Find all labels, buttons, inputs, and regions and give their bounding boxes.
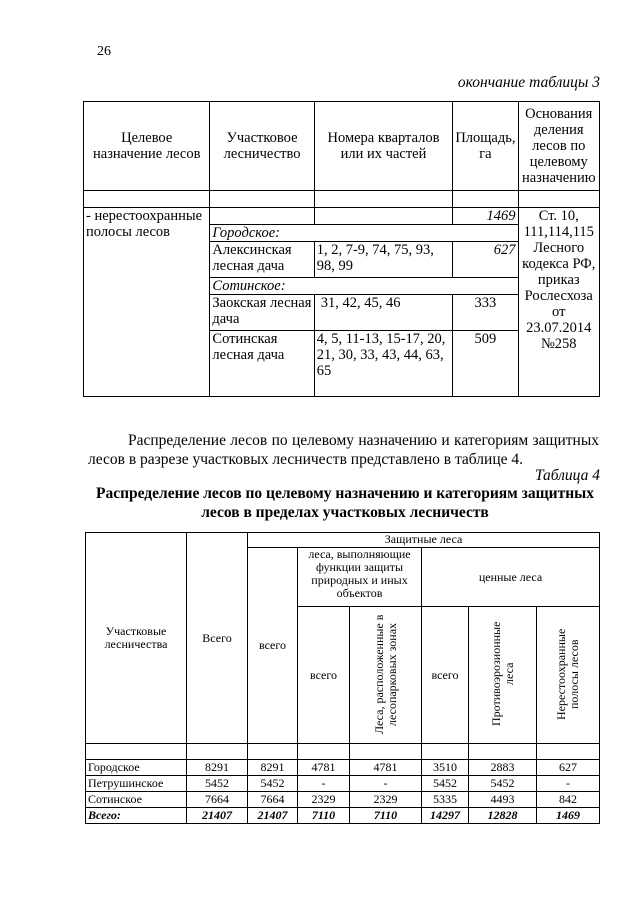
table4-caption: Таблица 4 bbox=[534, 467, 600, 484]
t4-cell: 5452 bbox=[248, 776, 298, 792]
t4-total-cell: 21407 bbox=[248, 808, 298, 824]
t4-cell: 5452 bbox=[422, 776, 469, 792]
t4-header-park bbox=[350, 607, 422, 744]
t4-header-antierosion-text: Противоэрозионные леса bbox=[488, 621, 516, 726]
table4-title: Распределение лесов по целевому назначению и категориям защитных лесов в пределах участковых лесничеств bbox=[95, 485, 594, 521]
t3-row-quarters: 4, 5, 11-13, 15-17, 20, 21, 30, 33, 43, 44, 63, 65 bbox=[314, 331, 453, 397]
body-paragraph: Распределение лесов по целевому назначению и категориям защитных лесов в разрезе участковых лесничеств представлено в таблице 4. bbox=[88, 432, 599, 468]
table-total-row bbox=[86, 808, 600, 824]
t4-header-protective: Защитные леса bbox=[248, 533, 600, 548]
t4-header-func-all: всего bbox=[298, 607, 350, 744]
t4-cell: 8291 bbox=[187, 760, 248, 776]
table-3 bbox=[83, 101, 600, 397]
page-number: 26 bbox=[97, 44, 111, 59]
t4-total-cell: 7110 bbox=[350, 808, 422, 824]
t4-header-valuable: ценные леса bbox=[422, 548, 600, 607]
t3-row-area: 333 bbox=[453, 295, 518, 331]
continuation-label: окончание таблицы 3 bbox=[457, 74, 600, 91]
t3-row-name: Алексинская лесная дача bbox=[210, 242, 314, 278]
t4-cell: Сотинское bbox=[86, 792, 187, 808]
t4-total-cell: 7110 bbox=[298, 808, 350, 824]
t3-header-area: Площадь, га bbox=[453, 102, 518, 191]
t4-cell: 4781 bbox=[298, 760, 350, 776]
t3-total-area: 1469 bbox=[453, 208, 518, 225]
t4-header-all: всего bbox=[248, 548, 298, 744]
t4-cell: Городское bbox=[86, 760, 187, 776]
t4-cell: - bbox=[537, 776, 600, 792]
t4-cell: 7664 bbox=[248, 792, 298, 808]
t3-row-name: Заокская лесная дача bbox=[210, 295, 314, 331]
t3-basis: Ст. 10, 111,114,115 Лесного кодекса РФ, приказ Рослесхоза от 23.07.2014 №258 bbox=[518, 208, 600, 397]
t4-header-district: Участковые лесничества bbox=[86, 533, 187, 744]
t3-district-gorodskoe: Городское: bbox=[210, 225, 518, 242]
t4-cell: - bbox=[298, 776, 350, 792]
t3-header-basis: Основания деления лесов по целевому назначению bbox=[518, 102, 600, 191]
t4-cell: 2329 bbox=[350, 792, 422, 808]
t4-cell: 7664 bbox=[187, 792, 248, 808]
table-row bbox=[86, 760, 600, 776]
table-row bbox=[86, 776, 600, 792]
t4-total-cell: 21407 bbox=[187, 808, 248, 824]
t4-cell: 5452 bbox=[187, 776, 248, 792]
table-4 bbox=[85, 532, 600, 824]
t3-purpose: - нерестоохранные полосы лесов bbox=[84, 208, 210, 397]
t4-header-total: Всего bbox=[187, 533, 248, 744]
t4-total-cell: Всего: bbox=[86, 808, 187, 824]
t4-header-park-text: Леса, расположенные в лесопарковых зонах bbox=[371, 613, 399, 734]
t4-cell: 3510 bbox=[422, 760, 469, 776]
t3-row-quarters: 1, 2, 7-9, 74, 75, 93, 98, 99 bbox=[314, 242, 453, 278]
t4-header-spawning-text: Нерестоохранные полосы лесов bbox=[554, 627, 582, 720]
t4-cell: 5452 bbox=[469, 776, 537, 792]
t4-cell: 627 bbox=[537, 760, 600, 776]
t3-header-district: Участковое лесничество bbox=[210, 102, 314, 191]
t3-header-quarters: Номера кварталов или их частей bbox=[314, 102, 453, 191]
t4-header-spawning bbox=[537, 607, 600, 744]
t3-row-quarters: 31, 42, 45, 46 bbox=[314, 295, 453, 331]
t4-total-cell: 1469 bbox=[537, 808, 600, 824]
t3-header-purpose: Целевое назначение лесов bbox=[84, 102, 210, 191]
t4-cell: 2329 bbox=[298, 792, 350, 808]
t4-cell: - bbox=[350, 776, 422, 792]
t4-cell: 5335 bbox=[422, 792, 469, 808]
t3-row-name: Сотинская лесная дача bbox=[210, 331, 314, 397]
t4-total-cell: 12828 bbox=[469, 808, 537, 824]
t3-row-area: 509 bbox=[453, 331, 518, 397]
t3-district-sotinskoe: Сотинское: bbox=[210, 278, 518, 295]
t4-cell: 4493 bbox=[469, 792, 537, 808]
t4-cell: 842 bbox=[537, 792, 600, 808]
t4-cell: 8291 bbox=[248, 760, 298, 776]
t4-cell: Петрушинское bbox=[86, 776, 187, 792]
t4-cell: 4781 bbox=[350, 760, 422, 776]
table-row bbox=[86, 792, 600, 808]
t4-cell: 2883 bbox=[469, 760, 537, 776]
t3-row-area: 627 bbox=[453, 242, 518, 278]
t4-header-antierosion bbox=[469, 607, 537, 744]
t4-header-val-all: всего bbox=[422, 607, 469, 744]
t4-total-cell: 14297 bbox=[422, 808, 469, 824]
t4-header-functions: леса, выполняющие функции защиты природных и иных объектов bbox=[298, 548, 422, 607]
